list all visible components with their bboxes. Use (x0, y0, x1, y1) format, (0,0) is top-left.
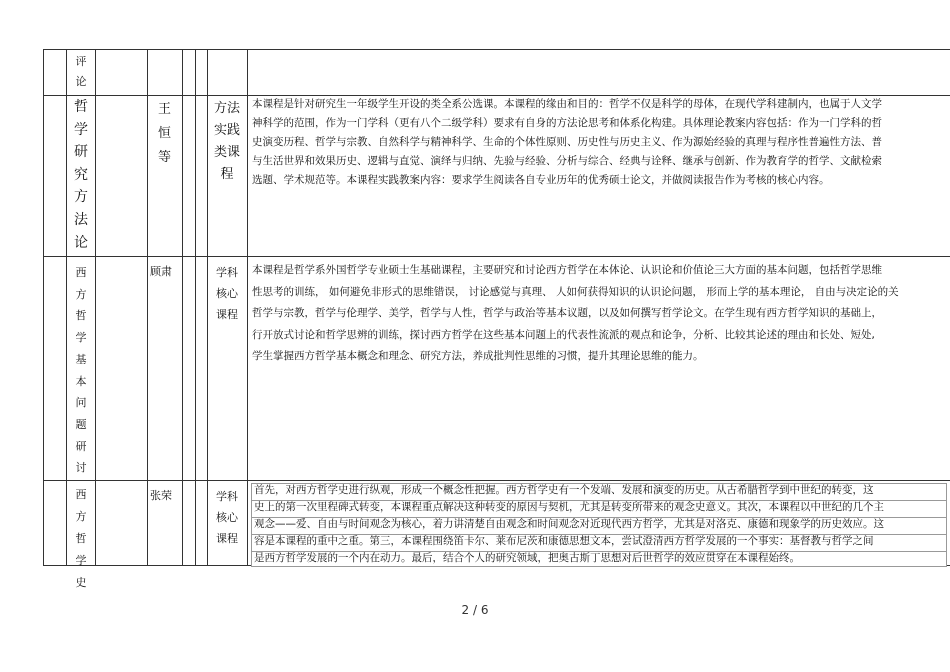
row1-description (252, 95, 882, 190)
subject-char: 学 (75, 554, 87, 567)
subject-char: 本 (75, 374, 87, 388)
subject-char: 研 (75, 439, 87, 453)
row1-subject (68, 96, 94, 254)
description-line: 本课程是针对研究生一年级学生开设的类全系公选课。本课程的缘由和目的：哲学不仅是科学的母体，在现代学科建制内，也属于人文学 (252, 98, 882, 110)
teacher-char: 等 (157, 150, 171, 165)
teacher-char: 恒 (157, 126, 171, 141)
col-divider-0 (43, 49, 44, 566)
subject-char: 究 (74, 166, 88, 183)
row1-teacher (148, 98, 181, 170)
row3-course-type (208, 486, 246, 549)
teacher-char: 王 (157, 102, 171, 117)
course-type-line: 实践 (213, 123, 240, 138)
description-line: 史上的第一次里程碑式转变，本课程重点解决这种转变的原因与契机，尤其是转变所带来的观念史意义。其次，本课程以中世纪的几个主 (254, 501, 884, 513)
course-type-line: 程 (220, 167, 234, 182)
course-type-line: 类课 (213, 145, 240, 160)
subject-char: 题 (75, 417, 87, 431)
subject-char: 学 (75, 331, 87, 345)
subject-char: 哲 (74, 99, 88, 115)
subject-char: 方 (75, 510, 87, 523)
subject-char: 西 (75, 488, 87, 501)
row2-teacher: 顾肃 (150, 265, 172, 278)
row-divider-2 (43, 256, 950, 257)
col-divider-5 (195, 49, 196, 566)
subject-char: 论 (74, 234, 88, 251)
description-line: 容是本课程的重中之重。第三，本课程围绕笛卡尔、莱布尼茨和康德思想文本，尝试澄清西方哲学发展的一个事实：基督教与哲学之间 (254, 535, 874, 547)
course-type-line: 核心 (216, 511, 238, 524)
subject-char: 基 (75, 352, 87, 366)
subject-char: 方 (74, 189, 88, 206)
subject-char: 西 (75, 266, 87, 279)
subject-char: 史 (75, 576, 87, 589)
subject-char: 讨 (75, 461, 87, 475)
row3-subject (68, 484, 94, 594)
description-line: 史演变历程、哲学与宗教、自然科学与精神科学、生命的个体性原则、历史性与历史主义、作为源始经验的真理与程序性普遍性方法、普 (252, 136, 882, 148)
col-divider-2 (95, 49, 96, 566)
description-line: 学生掌握西方哲学基本概念和理念、研究方法，养成批判性思维的习惯，提升其理论思维的能力。 (252, 350, 704, 362)
description-line: 是西方哲学发展的一个内在动力。最后，结合个人的研究领域，把奥古斯丁思想对后世哲学的效应贯穿在本课程始终。 (254, 552, 800, 564)
course-type-line: 课程 (216, 532, 238, 545)
subject-char: 哲 (75, 309, 87, 323)
col-divider-1 (66, 49, 67, 566)
description-line: 哲学与宗教，哲学与伦理学、美学，哲学与人性，哲学与政治等基本议题，以及如何撰写哲学论文。在学生现有西方哲学知识的基础上， (252, 307, 882, 319)
description-line: 选题、学术规范等。本课程实践教案内容：要求学生阅读各自专业历年的优秀硕士论文，并做阅读报告作为考核的核心内容。 (252, 174, 830, 186)
subject-char: 方 (75, 287, 87, 301)
col-divider-7 (247, 49, 248, 566)
subject-char: 研 (74, 144, 88, 161)
course-type-line: 课程 (216, 308, 238, 321)
row2-course-type (208, 262, 246, 325)
subject-char: 哲 (75, 532, 87, 545)
subject-char: 法 (74, 211, 88, 228)
course-type-line: 方法 (213, 101, 240, 116)
row3-description (254, 482, 884, 567)
course-type-line: 核心 (216, 287, 238, 300)
page-number: 2 / 6 (461, 603, 489, 617)
subject-char: 问 (75, 396, 87, 410)
course-type-line: 学科 (216, 490, 238, 503)
row3-teacher: 张荣 (150, 489, 172, 502)
table-border-top (43, 49, 950, 50)
description-line: 观念——爱、自由与时间观念为核心，着力讲清楚自由观念和时间观念对近现代西方哲学，尤其是对洛克、康德和现象学的历史效应。这 (254, 518, 884, 530)
course-type-line: 学科 (216, 266, 238, 279)
row0-subject (68, 52, 94, 92)
description-line: 首先，对西方哲学史进行纵观，形成一个概念性把握。西方哲学史有一个发端、发展和演变的历史。从古希腊哲学到中世纪的转变，这 (254, 484, 874, 496)
description-line: 与生活世界和效果历史、逻辑与直觉、演绎与归纳、先验与经验、分析与综合、经典与诠释、继承与创新、作为教育学的哲学、文献检索 (252, 155, 882, 167)
row1-course-type (208, 98, 246, 186)
row-divider-3 (43, 480, 950, 481)
col-divider-4 (182, 49, 183, 566)
description-line: 本课程是哲学系外国哲学专业硕士生基础课程，主要研究和讨论西方哲学在本体论、认识论和价值论三大方面的基本问题，包括哲学思维 (252, 264, 882, 276)
description-line: 性思考的训练， 如何避免非形式的思维错误， 讨论感觉与真理、 人如何获得知识的认识论问题， 形而上学的基本理论， 自由与决定论的关 (252, 285, 899, 298)
subject-char: 学 (74, 121, 88, 138)
subject-char: 评 (75, 55, 87, 68)
row2-subject (68, 262, 94, 479)
description-line: 神科学的范围，作为一门学科（更有八个二级学科）要求有自身的方法论思考和体系化构建。具体理论教案内容包括：作为一门学科的哲 (252, 117, 882, 129)
description-line: 行开放式讨论和哲学思辨的训练，探讨西方哲学在这些基本问题上的代表性流派的观点和论争，分析、比较其论述的理由和长处、短处, (252, 328, 875, 341)
subject-char: 论 (75, 75, 87, 88)
row2-description (252, 260, 899, 368)
